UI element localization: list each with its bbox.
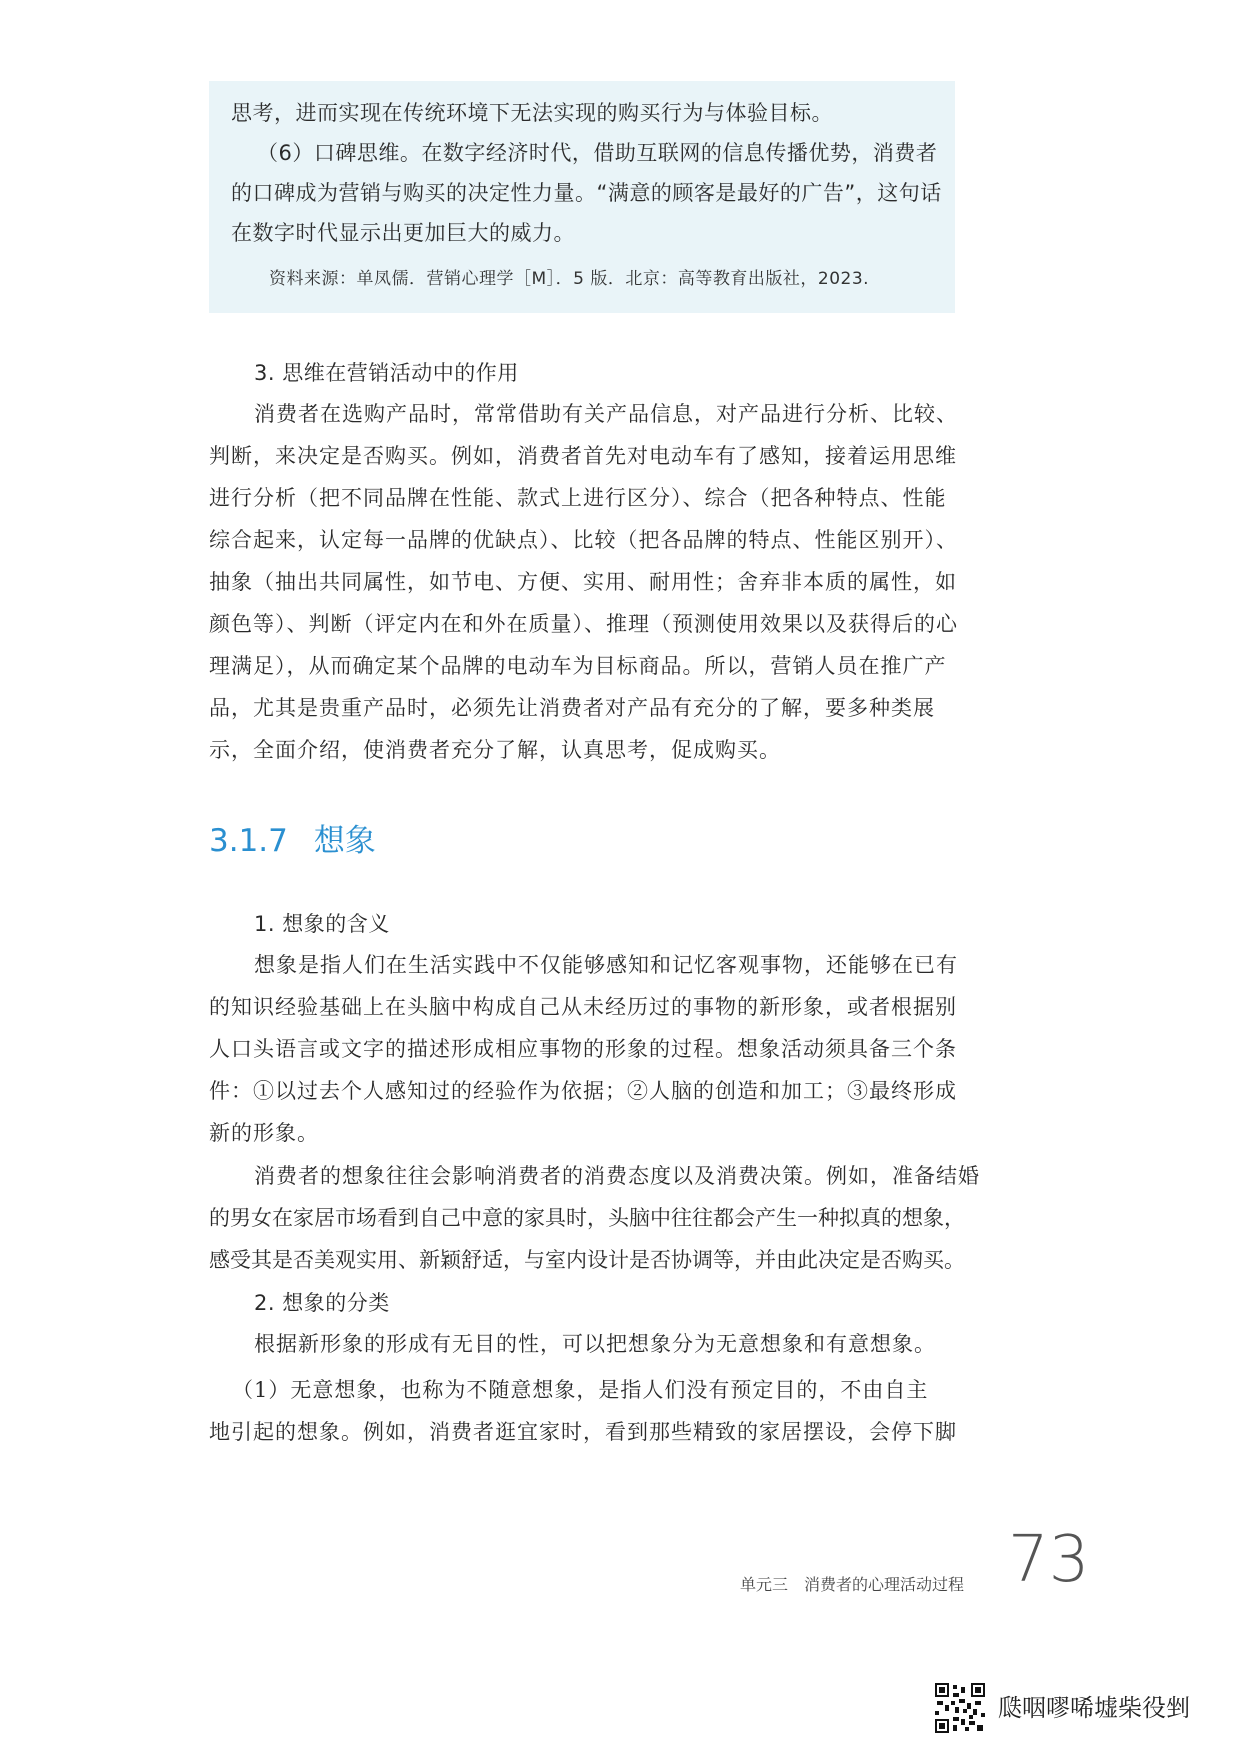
body-line: 的知识经验基础上在头脑中构成自己从未经历过的事物的新形象，或者根据别 bbox=[209, 995, 957, 1019]
quote-line: 思考，进而实现在传统环境下无法实现的购买行为与体验目标。 bbox=[231, 101, 833, 125]
body-line: 地引起的想象。例如，消费者逛宜家时，看到那些精致的家居摆设，会停下脚 bbox=[209, 1420, 957, 1444]
body-line: 抽象（抽出共同属性，如节电、方便、实用、耐用性；舍弃非本质的属性，如 bbox=[209, 570, 957, 594]
body-line: 件：①以过去个人感知过的经验作为依据；②人脑的创造和加工；③最终形成 bbox=[209, 1079, 957, 1103]
subsection-heading: 2. 想象的分类 bbox=[254, 1291, 390, 1315]
section-number: 3.1.7 bbox=[209, 823, 288, 859]
body-line: 的男女在家居市场看到自己中意的家具时，头脑中往往都会产生一种拟真的想象， bbox=[209, 1206, 965, 1230]
quote-source: 资料来源：单凤儒．营销心理学［M］．5 版．北京：高等教育出版社，2023. bbox=[269, 269, 870, 289]
body-line: 进行分析（把不同品牌在性能、款式上进行区分）、综合（把各种特点、性能 bbox=[209, 486, 947, 510]
qr-code-icon bbox=[935, 1683, 985, 1733]
body-line: 想象是指人们在生活实践中不仅能够感知和记忆客观事物，还能够在已有 bbox=[254, 953, 958, 977]
body-line: 判断，来决定是否购买。例如，消费者首先对电动车有了感知，接着运用思维 bbox=[209, 444, 957, 468]
body-line: 消费者在选购产品时，常常借助有关产品信息，对产品进行分析、比较、 bbox=[254, 402, 958, 426]
section-title-text: 想象 bbox=[313, 823, 376, 859]
body-line: 理满足），从而确定某个品牌的电动车为目标商品。所以，营销人员在推广产 bbox=[209, 654, 947, 678]
page-number: 73 bbox=[1008, 1523, 1090, 1597]
corner-stamp-text: 瓞咽嘐唏墟柴役剉 bbox=[998, 1694, 1190, 1722]
source-quote-box bbox=[209, 81, 955, 313]
quote-line: 在数字时代显示出更加巨大的威力。 bbox=[231, 221, 575, 245]
body-line: （1）无意想象，也称为不随意想象，是指人们没有预定目的，不由自主 bbox=[232, 1378, 929, 1402]
body-line: 示，全面介绍，使消费者充分了解，认真思考，促成购买。 bbox=[209, 738, 781, 762]
subsection-heading: 3. 思维在营销活动中的作用 bbox=[254, 361, 519, 385]
body-line: 根据新形象的形成有无目的性，可以把想象分为无意想象和有意想象。 bbox=[254, 1332, 936, 1356]
body-line: 品，尤其是贵重产品时，必须先让消费者对产品有充分的了解，要多种类展 bbox=[209, 696, 935, 720]
quote-line: （6）口碑思维。在数字经济时代，借助互联网的信息传播优势，消费者 bbox=[257, 141, 938, 165]
body-line: 感受其是否美观实用、新颖舒适，与室内设计是否协调等，并由此决定是否购买。 bbox=[209, 1248, 965, 1272]
subsection-heading: 1. 想象的含义 bbox=[254, 912, 390, 936]
body-line: 消费者的想象往往会影响消费者的消费态度以及消费决策。例如，准备结婚 bbox=[254, 1164, 980, 1188]
body-line: 颜色等）、判断（评定内在和外在质量）、推理（预测使用效果以及获得后的心 bbox=[209, 612, 958, 636]
quote-line: 的口碑成为营销与购买的决定性力量。“满意的顾客是最好的广告”，这句话 bbox=[231, 181, 942, 205]
chapter-footer: 单元三 消费者的心理活动过程 bbox=[740, 1575, 965, 1594]
body-line: 综合起来，认定每一品牌的优缺点）、比较（把各品牌的特点、性能区别开）、 bbox=[209, 528, 958, 552]
body-line: 新的形象。 bbox=[209, 1121, 319, 1145]
body-line: 人口头语言或文字的描述形成相应事物的形象的过程。想象活动须具备三个条 bbox=[209, 1037, 957, 1061]
section-title bbox=[209, 823, 376, 859]
